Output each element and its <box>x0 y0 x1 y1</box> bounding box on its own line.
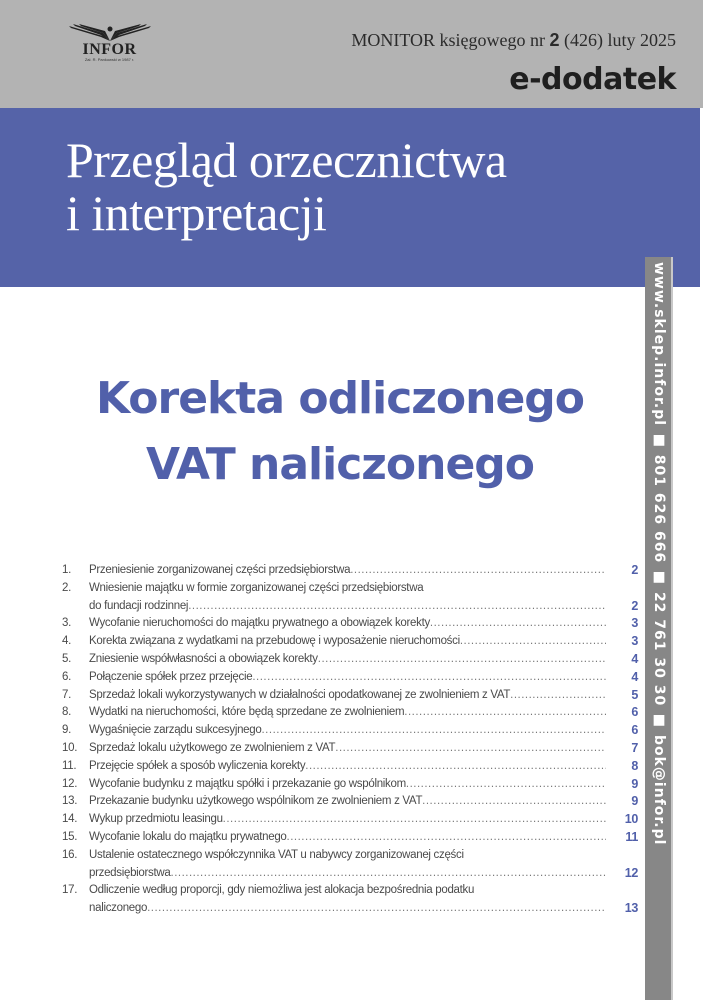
toc-entry-text: Wniesienie majątku w formie zorganizowanej części przedsiębiorstwa <box>89 581 424 594</box>
document-title <box>40 366 640 498</box>
dot-leader <box>430 615 606 633</box>
toc-entry-number: 8. <box>62 706 71 719</box>
toc-entry-page: 5 <box>631 687 638 702</box>
toc-entry[interactable] <box>62 758 642 776</box>
toc-entry-title <box>89 758 606 776</box>
toc-entry-line <box>89 633 606 651</box>
dot-leader <box>223 811 606 829</box>
dot-leader <box>318 651 606 669</box>
toc-entry-number: 11. <box>62 759 77 772</box>
toc-entry[interactable] <box>62 793 642 811</box>
document-title-line2: VAT naliczonego <box>145 439 535 490</box>
toc-entry-page: 9 <box>631 794 638 809</box>
toc-entry-text: przedsiębiorstwa <box>89 866 171 879</box>
toc-entry-line <box>89 598 606 616</box>
dot-leader <box>147 900 606 918</box>
toc-entry[interactable] <box>62 722 642 740</box>
dot-leader <box>261 722 606 740</box>
toc-entry[interactable] <box>62 704 642 722</box>
toc-entry-page: 6 <box>631 723 638 738</box>
dot-leader <box>422 793 606 811</box>
toc-entry-text: Przeniesienie zorganizowanej części przedsiębiorstwa <box>89 564 351 576</box>
toc-entry-text: Przekazanie budynku użytkowego wspólnikom ze zwolnieniem z VAT <box>89 795 423 808</box>
toc-entry-page: 10 <box>624 812 638 827</box>
toc-entry-text: Wykup przedmiotu leasingu <box>89 813 223 826</box>
logo-subtitle: Zał. R. Pankowski w 1987 r. <box>84 57 135 62</box>
toc-entry-number: 9. <box>62 724 71 737</box>
issue-number: 2 <box>549 30 560 50</box>
toc-entry-page: 7 <box>631 740 638 755</box>
toc-entry-page: 9 <box>631 776 638 791</box>
masthead-pre: MONITOR księgowego nr <box>351 30 550 50</box>
toc-entry-title <box>89 687 606 705</box>
toc-entry-text: Przejęcie spółek a sposób wyliczenia korekty <box>89 759 306 772</box>
toc-entry-page: 2 <box>631 563 638 577</box>
toc-entry-text: Sprzedaż lokali wykorzystywanych w działalności opodatkowanej ze zwolnieniem z VAT <box>89 688 511 701</box>
toc-entry[interactable] <box>62 580 642 616</box>
toc-entry[interactable] <box>62 829 642 847</box>
toc-entry-line <box>89 829 606 847</box>
toc-entry-title <box>89 562 606 580</box>
toc-entry-text: Wygaśnięcie zarządu sukcesyjnego <box>89 724 262 737</box>
toc-entry-number: 17. <box>62 884 78 897</box>
toc-entry-line <box>89 687 606 705</box>
toc-entry-text: Wycofanie lokalu do majątku prywatnego <box>89 830 287 843</box>
toc-entry-line <box>89 811 606 829</box>
dot-leader <box>350 562 606 580</box>
toc-entry-number: 14. <box>62 813 78 826</box>
toc-entry[interactable] <box>62 740 642 758</box>
toc-entry-title <box>89 580 606 616</box>
toc-entry-line <box>89 776 606 794</box>
toc-entry[interactable] <box>62 776 642 794</box>
dot-leader <box>404 704 606 722</box>
toc-entry-line <box>89 740 606 758</box>
toc-entry-line <box>89 669 606 687</box>
toc-entry-line <box>89 882 606 900</box>
dot-leader <box>305 758 606 776</box>
toc-entry-title <box>89 651 606 669</box>
toc-entry-text: Połączenie spółek przez przejęcie <box>89 670 253 683</box>
toc-entry-text: Wydatki na nieruchomości, które będą sprzedane ze zwolnieniem <box>89 706 405 719</box>
toc-entry-text: Odliczenie według proporcji, gdy niemożliwa jest alokacja bezpośrednia podatku <box>89 884 475 897</box>
toc-entry-number: 2. <box>62 581 71 594</box>
toc-entry-text: Zniesienie współwłasności a obowiązek korekty <box>89 652 318 665</box>
series-title-line2: i interpretacji <box>66 185 327 241</box>
toc-entry-title <box>89 811 606 829</box>
toc-entry[interactable] <box>62 651 642 669</box>
toc-entry-text: Sprzedaż lokalu użytkowego ze zwolnieniem z VAT <box>89 741 336 754</box>
document-title-line1: Korekta odliczonego <box>95 373 585 424</box>
toc-entry-text: naliczonego <box>89 902 148 915</box>
masthead-issue <box>351 30 676 51</box>
toc-entry-text: Wycofanie nieruchomości do majątku prywatnego a obowiązek korekty <box>89 617 430 630</box>
toc-entry-number: 12. <box>62 777 78 790</box>
toc-entry[interactable] <box>62 615 642 633</box>
toc-entry-title <box>89 722 606 740</box>
toc-entry-line <box>89 615 606 633</box>
toc-entry-text: Korekta związana z wydatkami na przebudowę i wyposażenie nieruchomości <box>89 635 460 648</box>
toc-entry-number: 6. <box>62 670 71 683</box>
toc-entry-title <box>89 669 606 687</box>
table-of-contents <box>62 562 642 918</box>
logo-name: INFOR <box>82 41 137 58</box>
toc-entry-text: do fundacji rodzinnej <box>89 599 189 612</box>
toc-entry-line <box>89 900 606 918</box>
series-title-line1: Przegląd orzecznictwa <box>66 132 507 188</box>
toc-entry-text: Ustalenie ostatecznego współczynnika VAT u nabywcy zorganizowanej części <box>89 848 464 861</box>
toc-entry-title <box>89 882 606 918</box>
toc-entry-title <box>89 633 606 651</box>
toc-entry-title <box>89 776 606 794</box>
publisher-logo <box>62 24 157 74</box>
toc-entry-line <box>89 793 606 811</box>
toc-entry[interactable] <box>62 633 642 651</box>
toc-entry-title <box>89 740 606 758</box>
dot-leader <box>335 740 606 758</box>
toc-entry-number: 15. <box>62 830 78 843</box>
toc-entry-page: 13 <box>624 901 638 916</box>
toc-entry-number: 5. <box>62 652 71 665</box>
toc-entry-line <box>89 580 606 598</box>
toc-entry-line <box>89 651 606 669</box>
series-title <box>66 134 507 240</box>
toc-entry-title <box>89 829 606 847</box>
toc-entry[interactable] <box>62 687 642 705</box>
dot-leader <box>188 598 606 616</box>
toc-entry-line <box>89 704 606 722</box>
toc-entry-line <box>89 865 606 883</box>
toc-entry-number: 7. <box>62 688 71 701</box>
toc-entry-page: 6 <box>631 705 638 720</box>
dot-leader <box>171 865 607 883</box>
toc-entry-number: 10. <box>62 741 78 754</box>
toc-entry-page: 8 <box>631 758 638 773</box>
toc-entry-text: Wycofanie budynku z majątku spółki i przekazanie go wspólnikom <box>89 777 406 790</box>
toc-entry-page: 4 <box>631 651 638 666</box>
toc-entry[interactable] <box>62 669 642 687</box>
dot-leader <box>460 633 606 651</box>
toc-entry[interactable] <box>62 811 642 829</box>
toc-entry[interactable] <box>62 562 642 580</box>
toc-entry-page: 3 <box>631 616 638 631</box>
dot-leader <box>287 829 606 847</box>
toc-entry-page: 2 <box>631 598 638 613</box>
dot-leader <box>406 776 606 794</box>
toc-entry-title <box>89 615 606 633</box>
toc-entry[interactable] <box>62 882 642 918</box>
toc-entry-number: 13. <box>62 795 78 808</box>
toc-entry-number: 3. <box>62 617 71 630</box>
contact-text: www.sklep.infor.pl ■ 801 626 666 ■ 22 761 30 30 ■ bok@infor.pl <box>651 262 667 846</box>
masthead-post: (426) luty 2025 <box>559 30 676 50</box>
dot-leader <box>510 687 606 705</box>
toc-entry-page: 4 <box>631 669 638 684</box>
toc-entry-title <box>89 793 606 811</box>
dot-leader <box>252 669 606 687</box>
toc-entry-page: 12 <box>624 865 638 880</box>
toc-entry-title <box>89 704 606 722</box>
toc-entry-page: 3 <box>631 634 638 649</box>
supplement-label: e-dodatek <box>509 62 676 97</box>
toc-entry-line <box>89 562 606 580</box>
toc-entry[interactable] <box>62 847 642 883</box>
toc-entry-title <box>89 847 606 883</box>
toc-entry-line <box>89 722 606 740</box>
toc-entry-line <box>89 758 606 776</box>
toc-entry-line <box>89 847 606 865</box>
toc-entry-page: 11 <box>625 829 638 844</box>
toc-entry-number: 16. <box>62 848 78 861</box>
toc-entry-number: 1. <box>62 564 71 576</box>
wings-icon <box>65 24 155 42</box>
toc-entry-number: 4. <box>62 635 71 648</box>
